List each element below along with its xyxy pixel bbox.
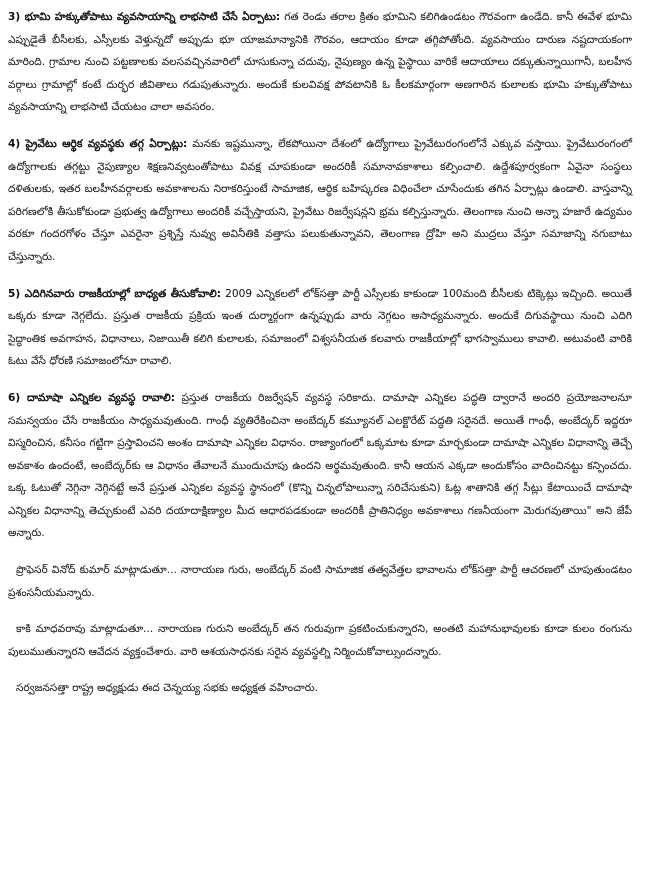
section-4 xyxy=(8,133,632,269)
section-4-body: మనకు ఇష్టమున్నా, లేకపోయినా దేశంలో ఉద్యోగాలు ప్రైవేటురంగంలోనే ఎక్కువ వస్తాయి. ప్రైవేటురంగంలో ఉద్యోగాలకు తగ్గట్టు నైపుణ్యాల శిక్షణనివ్వటంతోపాటు వివక్ష చూపకుండా అందరికీ సమానావకాశాలు కల్పించాలి. ఉద్దేశపూర్వకంగా ఏవైనా సంస్థలు దళితులకు, ఇతర బలహీనవర్గాలకు అవకాశాలను నిరాకరిస్తుంటే సామాజిక, ఆర్థిక బహిష్కరణ విధించేలా చూసేందుకు తగిన ఏర్పాట్లు ఉండాలి. వాస్తవాన్ని పరిగణలోకి తీసుకోకుండా ప్రభుత్వ ఉద్యోగాలు అందరికీ వచ్చేస్తాయని, ప్రైవేటు రిజర్వేషన్లని భ్రమ కల్పిస్తున్నారు. తెలంగాణ నుంచి అన్నా హజారే ఉద్యమం వరకూ గందరగోళం చేస్తూ ఎవరైనా ప్రశ్నిస్తే నువ్వు అవినీతికి వత్తాసు పలుకుతున్నావని, తెలంగాణ ద్రోహి అని ముద్రలు వేస్తూ సమాజాన్ని నగుబాటు చేస్తున్నారు. xyxy=(8,137,632,263)
section-3-heading: 3) భూమి హక్కుతోపాటు వ్యవసాయాన్ని లాభసాటి చేసే ఏర్పాటు: xyxy=(8,11,281,23)
madhavarao-remarks-paragraph: కాకి మాధవరావు మాట్లాడుతూ... నారాయణ గురుని అంబేద్కర్ తన గురువుగా ప్రకటించుకున్నారని, అంతటి మహానుభావులకు కూడా కులం రంగును పులుముతున్నారని ఆవేదన వ్యక్తంచేశారు. వారి ఆశయసాధనకు సరైన వ్యవస్థల్ని నిర్మించుకోవాల్సుందన్నారు. xyxy=(8,623,632,658)
section-5-body: 2009 ఎన్నికలలో లోక్‌సత్తా పార్టీ ఎస్సీలకు కాకుండా 100మంది బీసీలకు టిక్కెట్లు ఇచ్చింది. అయితే ఒక్కరు కూడా నెగ్గలేదు. ప్రస్తుత రాజకీయ ప్రక్రియ ఇంత దుర్మార్గంగా ఉన్నప్పుడు వారు నెగ్గటం అసాధ్యమన్నారు. అందుకే దిగువస్థాయి నుంచి ఎదిగి సైద్ధాంతిక అవగాహన, విధానాలు, నిజాయితీ కలిగి కులాలకు, సమాజంలో విశ్వసనీయత కలవారు రాజకీయాల్లో భాగస్వాములు కావాలి. అటువంటి వారికి ఓటు వేసే ధోరణి సమాజంలోనూ రావాలి. xyxy=(8,287,632,368)
section-6 xyxy=(8,387,632,545)
section-3 xyxy=(8,6,632,119)
section-6-heading: 6) దామాషా ఎన్నికల వ్యవస్థ రావాలి: xyxy=(8,391,175,404)
section-6-body: ప్రస్తుత రాజకీయ రిజర్వేషన్ వ్యవస్థ సరికాదు. దామాషా ఎన్నికల పద్ధతి ద్వారానే అందరి ప్రయోజనాలనూ సమన్వయం చేసే రాజకీయం సాధ్యమవుతుంది. గాంధీ వ్యతిరేకించినా అంబేద్కర్ కమ్యూనల్ ఎలక్టొరేట్ పద్ధతి సరైనదే. అయితే గాంధీ, అంబేద్కర్ ఇద్దరూ విస్మరించిన, కనీసం గట్టిగా ప్రస్తావించని అంశం దామాషా ఎన్నికల విధానం. రాజ్యాంగంలో ఒక్కమాట కూడా మార్చకుండా దామాషా ఎన్నికల విధానాన్ని తెచ్చే అవకాశం ఉందంటే, అంబేద్కర్‌కు ఆ విధానం తేవాలనే ముందుచూపు ఉందని అర్థమవుతుంది. కానీ ఆయన ఎక్కడా అందుకోసం వాదించినట్టు కన్పించదు. ఒక్క ఓటుతో నెగ్గినా నెగ్గినట్టే అనే ప్రస్తుత ఎన్నికల వ్యవస్థ స్థానంలో (కొన్ని చిన్నలోపాలున్నా సరిచేసుకుని) ఓట్ల శాతానికి తగ్గ సీట్లు కేటాయించే దామాషా ఎన్నికల విధానాన్ని తెచ్చుకుంటే ఎవరి దయాదాక్షిణ్యాల మీద ఆధారపడకుండా అందరికీ ప్రాతినిధ్యం అవకాశాలు గణనీయంగా మెరుగవుతాయి" అని జేపీ అన్నారు. xyxy=(8,391,632,540)
section-5-heading: 5) ఎదిగినవారు రాజకీయాల్లో బాధ్యత తీసుకోవాలి: xyxy=(8,287,221,300)
professor-remarks-paragraph: ప్రొఫెసర్ వినోద్ కుమార్ మాట్లాడుతూ... నారాయణ గురు, అంబేద్కర్ వంటి సామాజిక తత్వవేత్తల భావాలను లోక్‌సత్తా పార్టీ ఆచరణలో చూపుతుండటం ప్రశంసనీయమన్నారు. xyxy=(8,564,632,599)
section-5 xyxy=(8,283,632,373)
section-3-body: గత రెండు తరాల క్రితం భూమిని కలిగిఉండటం గౌరవంగా ఉండేది. కానీ ఈవేళ భూమి ఎప్పుడైతే బీసీలకు, ఎస్సీలకు వెళ్తున్నదో అప్పుడు భూ యాజమాన్యానికి గౌరవం, ఆదాయం కూడా తగ్గిపోతోంది. వ్యవసాయం దారుణ నష్టదాయకంగా మారింది. గ్రామాల నుంచి పట్టణాలకు వలసవచ్చినవారిలో చూసుకున్నా చదువు, నైపుణ్యం ఉన్న పైస్థాయి వారికే ఆదాయాలు దక్కుతున్నాయిగానీ, బలహీన వర్గాలు గ్రామాల్లో కంటే దుర్భర జీవితాలు గడుపుతున్నారు. అందుకే కులవివక్ష పోవటానికి ఓ కీలకమార్గంగా అణగారిన కులాలకు భూమి హక్కుతోపాటు వ్యవసాయాన్ని లాభసాటి చేయటం చాలా అవసరం. xyxy=(8,11,632,114)
section-4-heading: 4) ప్రైవేటు ఆర్థిక వ్యవస్థకు తగ్గ ఏర్పాట్లు: xyxy=(8,137,188,150)
closing-paragraph: సర్వజనసత్తా రాష్ట్ర అధ్యక్షుడు ఈద చెన్నయ్య సభకు అధ్యక్షత వహించారు. xyxy=(16,682,319,695)
